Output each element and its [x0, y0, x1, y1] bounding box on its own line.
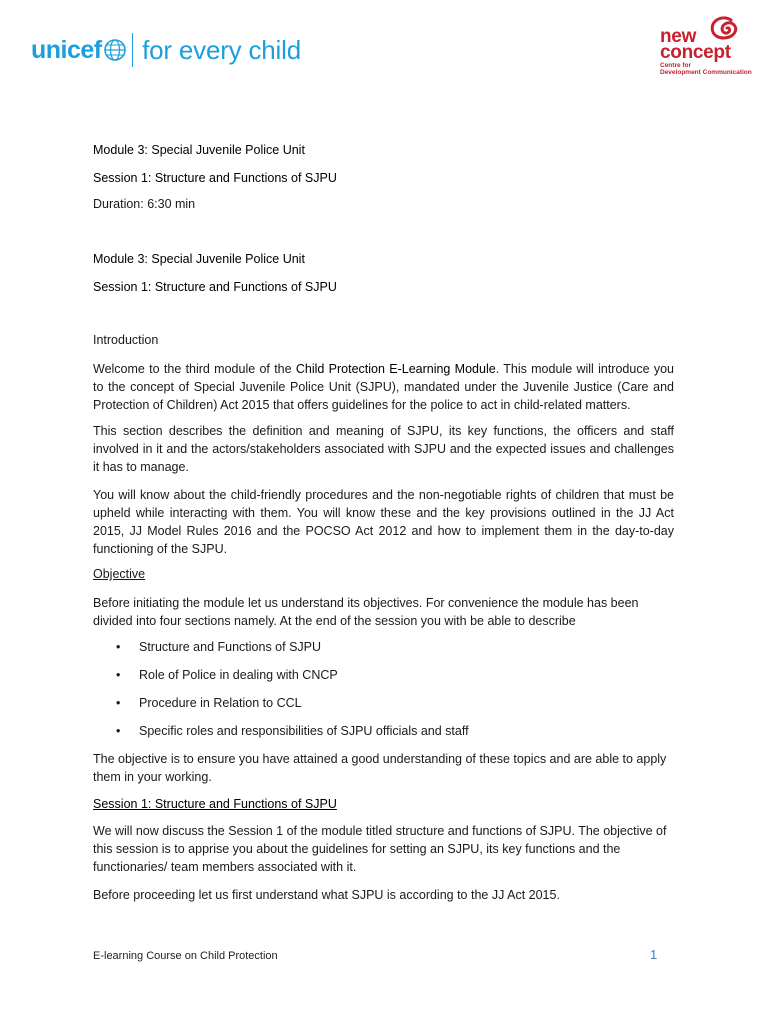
bullet-text: Structure and Functions of SJPU [139, 640, 322, 654]
objective-paragraph-2: The objective is to ensure you have attained a good understanding of these topics and are able to apply them in your working. [93, 752, 667, 784]
introduction-heading: Introduction [93, 333, 159, 347]
logo-divider [132, 33, 134, 67]
session-title: Session 1: Structure and Functions of SJPU [93, 171, 337, 185]
session-1-heading: Session 1: Structure and Functions of SJPU [93, 797, 337, 811]
objective-heading: Objective [93, 567, 146, 581]
duration: Duration: 6:30 min [93, 197, 196, 211]
unicef-wordmark: unicef [31, 35, 102, 64]
bullet-icon: • [116, 724, 121, 738]
unicef-logo [31, 30, 301, 70]
bullet-text: Procedure in Relation to CCL [139, 696, 302, 710]
session-title-repeat: Session 1: Structure and Functions of SJPU [93, 280, 337, 294]
session-paragraph-1: We will now discuss the Session 1 of the module titled structure and functions of SJPU. The objective of this session is to apprise you about the guidelines for setting an SJPU, its key functions and the functionaries/ team members associated with it. [93, 824, 667, 874]
intro-p1-post: . This module will introduce you to the concept of Special Juvenile Police Unit (SJPU), mandated under the Juvenile Justice (Care and Protection of Children) Act 2015 that offers guidelines for the police to act in child-related matters. [93, 362, 674, 412]
new-concept-subtitle-1: Centre for [660, 62, 692, 69]
bullet-icon: • [116, 640, 121, 654]
module-title-repeat: Module 3: Special Juvenile Police Unit [93, 252, 305, 266]
intro-p1-pre: Welcome to the third module of the [93, 362, 296, 376]
footer-course-title: E-learning Course on Child Protection [93, 950, 278, 962]
new-concept-word-concept: concept [660, 42, 731, 63]
bullet-icon: • [116, 696, 121, 710]
unicef-globe-icon [104, 39, 126, 61]
intro-paragraph-1 [93, 360, 674, 414]
new-concept-subtitle-2: Development Communication [660, 69, 752, 76]
bullet-text: Specific roles and responsibilities of SJPU officials and staff [139, 724, 469, 738]
unicef-tagline: for every child [142, 34, 301, 65]
new-concept-swirl-icon [703, 16, 743, 44]
bullet-icon: • [116, 668, 121, 682]
intro-paragraph-3: You will know about the child-friendly procedures and the non-negotiable rights of children that must be upheld while interacting with them. You will know these and the key provisions outlined in the JJ Act 2015, JJ Model Rules 2016 and the POCSO Act 2012 and how to implement them in the day-to-day functioning of the SJPU. [93, 488, 674, 556]
bullet-text: Role of Police in dealing with CNCP [139, 668, 338, 682]
session-paragraph-2: Before proceeding let us first understand what SJPU is according to the JJ Act 2015. [93, 888, 560, 902]
objective-paragraph-1: Before initiating the module let us understand its objectives. For convenience the module has been divided into four sections namely. At the end of the session you with be able to describe [93, 596, 639, 628]
new-concept-word-new: new [660, 26, 697, 47]
page-number: 1 [650, 947, 658, 962]
module-title: Module 3: Special Juvenile Police Unit [93, 143, 305, 157]
course-name-emphasis: Child Protection E-Learning Module [295, 362, 496, 376]
new-concept-logo [660, 14, 752, 78]
intro-paragraph-2: This section describes the definition and meaning of SJPU, its key functions, the officers and staff involved in it and the actors/stakeholders associated with SJPU and the expected issues and challenges it has to manage. [93, 424, 674, 474]
